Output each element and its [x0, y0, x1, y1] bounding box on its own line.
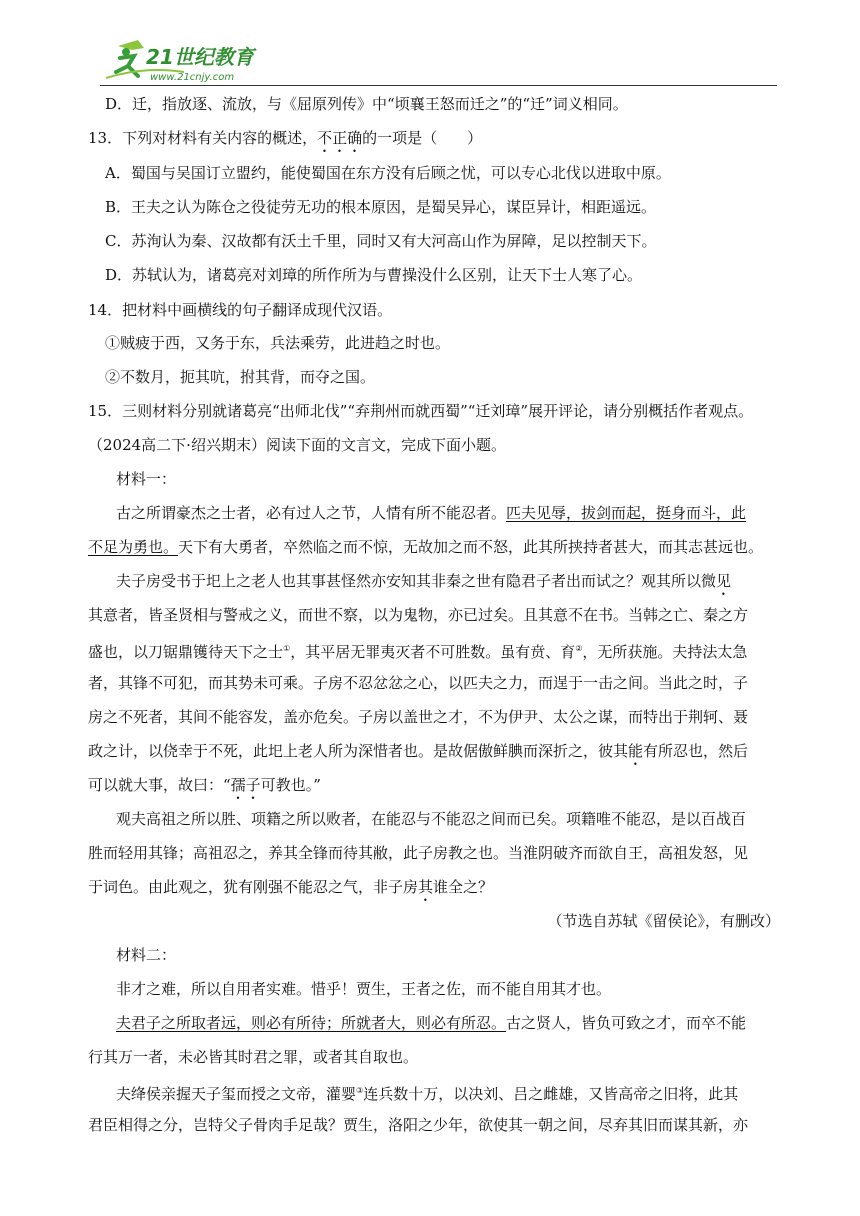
q14-item-1: ①贼疲于西，又务于东，兵法乘劳，此进趋之时也。: [105, 334, 451, 352]
m1-para2-line7: 可以就大事，故曰：“孺子可教也。”: [88, 776, 321, 794]
m1-para2-line2: 其意者，皆圣贤相与警戒之义，而世不察，以为鬼物，亦已过矣。且其意不在书。当韩之亡、秦之方: [88, 606, 749, 624]
header-divider: [100, 85, 777, 86]
m1-para2-line3: 盛也，以刀锯鼎镬待天下之士①，其平居无罪夷灭者不可胜数。虽有贲、育②，无所获施。夫持法太急: [88, 643, 748, 661]
q13-option-a: A．蜀国与吴国订立盟约，能使蜀国在东方没有后顾之忧，可以专心北伐以进取中原。: [105, 164, 671, 182]
m1-para2-line6: 政之计，以侥幸于不死，此圯上老人所为深惜者也。是故倨傲鲜腆而深折之，彼其能有所忍也，然后: [88, 742, 749, 760]
m1-para1-line1: 古之所谓豪杰之士者，必有过人之节，人情有所不能忍者。匹夫见辱，拔剑而起，挺身而斗，此: [116, 504, 747, 522]
material-1-citation: （节选自苏轼《留侯论》，有删改）: [547, 912, 780, 930]
page-header: [0, 0, 860, 90]
q13-option-d: D．苏轼认为，诸葛亮对刘璋的所作所为与曹操没什么区别，让天下士人寒了心。: [105, 266, 643, 284]
svg-text:21世纪教育: 21世纪教育: [146, 45, 254, 69]
site-logo: [104, 38, 294, 84]
m1-para1-line2: 不足为勇也。天下有大勇者，卒然临之而不惊，无故加之而不怒，此其所挟持者甚大，而其志甚远也。: [88, 538, 764, 556]
m2-para3-line2: 君臣相得之分，岂特父子骨肉手足哉？贾生，洛阳之少年，欲使其一朝之间，尽弃其旧而谋其新，亦: [88, 1116, 749, 1134]
q13-option-c: C．苏洵认为秦、汉故都有沃土千里，同时又有大河高山作为屏障，足以控制天下。: [105, 232, 657, 250]
m2-para3-line1: 夫绛侯亲握天子玺而授之文帝，灌婴③连兵数十万，以决刘、吕之雌雄，又皆高帝之旧将，此其: [116, 1085, 739, 1103]
question-15: 15．三则材料分别就诸葛亮“出师北伐”“弃荆州而就西蜀”“迁刘璋”展开评论，请分别概括作者观点。: [88, 402, 754, 420]
svg-text:www.21cnjy.com: www.21cnjy.com: [150, 72, 235, 83]
m2-para1: 非才之难，所以自用者实难。惜乎！贾生，王者之佐，而不能自用其才也。: [116, 980, 612, 998]
m1-para3-line1: 观夫高祖之所以胜、项籍之所以败者，在能忍与不能忍之间而已矣。项籍唯不能忍，是以百战百: [116, 810, 747, 828]
m2-para2-line1: 夫君子之所取者远，则必有所待；所就者大，则必有所忍。古之贤人，皆负可致之才，而卒不能: [116, 1014, 747, 1032]
option-d-prev: D．迁，指放逐、流放，与《屈原列传》中“顷襄王怒而迁之”的“迁”词义相同。: [105, 95, 628, 113]
m1-para2-line1: 夫子房受书于圯上之老人也其事甚怪然亦安知其非秦之世有隐君子者出而试之？观其所以微见: [116, 572, 732, 590]
material-1-title: 材料一：: [116, 470, 177, 488]
m1-para2-line4: 者，其锋不可犯，而其势未可乘。子房不忍忿忿之心，以匹夫之力，而逞于一击之间。当此之时，子: [88, 674, 749, 692]
q13-option-b: B．王夫之认为陈仓之役徒劳无功的根本原因，是蜀吴异心，谋臣异计，相距遥远。: [105, 198, 657, 216]
question-13: 13．下列对材料有关内容的概述，不正确的一项是（ ）: [88, 129, 483, 147]
passage-source: （2024高二下·绍兴期末）阅读下面的文言文，完成下面小题。: [88, 436, 506, 454]
m1-para3-line2: 胜而轻用其锋；高祖忍之，养其全锋而待其敝，此子房教之也。当淮阴破齐而欲自王，高祖发怒，见: [88, 844, 749, 862]
m1-para2-line5: 房之不死者，其间不能容发，盖亦危矣。子房以盖世之才，不为伊尹、太公之谋，而特出于荆轲、聂: [88, 708, 749, 726]
q14-item-2: ②不数月，扼其吭，拊其背，而夺之国。: [105, 368, 376, 386]
m2-para2-line2: 行其万一者，未必皆其时君之罪，或者其自取也。: [88, 1048, 419, 1066]
m1-para3-line3: 于词色。由此观之，犹有刚强不能忍之气，非子房其谁全之？: [88, 878, 494, 896]
material-2-title: 材料二：: [116, 946, 177, 964]
runner-logo-icon: [104, 38, 294, 84]
question-14: 14．把材料中画横线的句子翻译成现代汉语。: [88, 301, 393, 319]
